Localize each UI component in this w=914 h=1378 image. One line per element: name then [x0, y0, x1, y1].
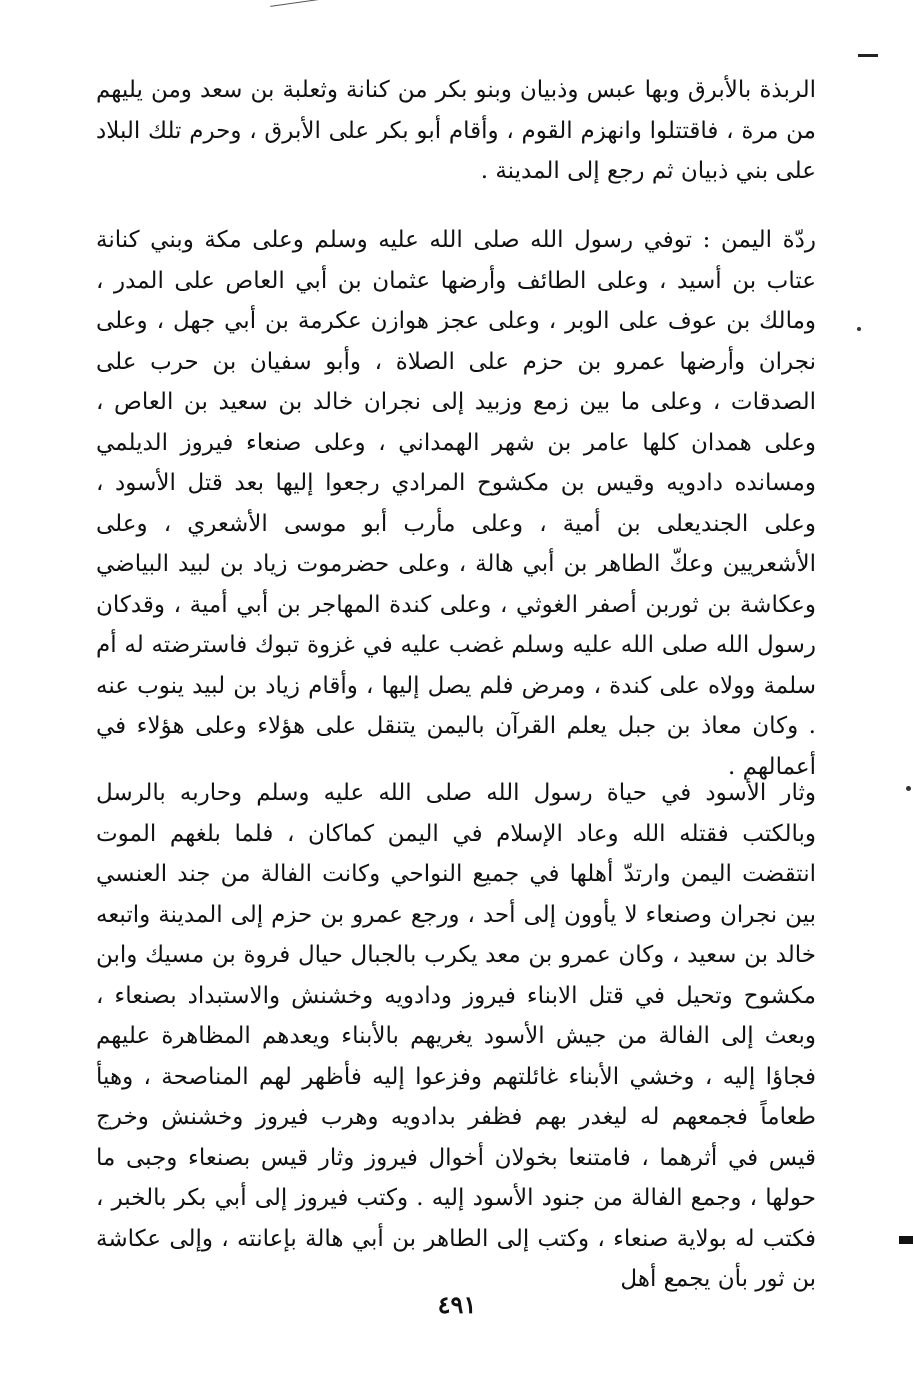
paragraph-continuation: الربذة بالأبرق وبها عبس وذبيان وبنو بكر من كنانة وثعلبة بن سعد ومن يليهم من مرة ، فاقتتلوا وانهزم القوم ، وأقام أبو بكر على الأبرق ، وحرم تلك البلاد على بني ذبيان ثم رجع إلى المدينة .: [96, 77, 816, 184]
margin-dot-mark: [857, 327, 861, 331]
page-number: ٤٩١: [437, 1290, 477, 1319]
margin-dot-mark: [906, 786, 911, 791]
margin-ink-blot: [899, 1236, 913, 1244]
paragraph-yemen-apostasy: ردّة اليمن : توفي رسول الله صلى الله عليه وسلم وعلى مكة وبني كنانة عتاب بن أسيد ، وعلى الطائف وأرضها عثمان بن أبي العاص على المدر ، ومالك بن عوف على الوبر ، وعلى عجز هوازن عكرمة بن أبي جهل ، وعلى نجران وأرضها عمرو بن حزم على الصلاة ، وأبو سفيان بن حرب على الصدقات ، وعلى ما بين زمع وزبيد إلى نجران خالد بن سعيد بن العاص ، وعلى همدان كلها عامر بن شهر الهمداني ، وعلى صنعاء فيروز الديلمي ومسانده دادويه وقيس بن مكشوح المرادي رجعوا إليها بعد قتل الأسود ، وعلى الجنديعلى بن أمية ، وعلى مأرب أبو موسى الأشعري ، وعلى الأشعريين وعكّ الطاهر بن أبي هالة ، وعلى حضرموت زياد بن لبيد البياضي وعكاشة بن ثوربن أصفر الغوثي ، وعلى كندة المهاجر بن أبي أمية ، وقدكان رسول الله صلى الله عليه وسلم غضب عليه في غزوة تبوك فاسترضته له أم سلمة وولاه على كندة ، ومرض فلم يصل إليها ، وأقام زياد بن لبيد ينوب عنه . وكان معاذ بن جبل يعلم القرآن باليمن يتنقل على هؤلاء وعلى هؤلاء في أعمالهم .: [96, 227, 816, 780]
paragraph-aswad-revolt: وثار الأسود في حياة رسول الله صلى الله عليه وسلم وحاربه بالرسل وبالكتب فقتله الله وعاد الإسلام في اليمن كماكان ، فلما بلغهم الموت انتقضت اليمن وارتدّ أهلها في جميع النواحي وكانت الفالة من جند العنسي بين نجران وصنعاء لا يأوون إلى أحد ، ورجع عمرو بن حزم إلى المدينة واتبعه خالد بن سعيد ، وكان عمرو بن معد يكرب بالجبال حيال فروة بن مسيك وابن مكشوح وتحيل في قتل الابناء فيروز ودادويه وخشنش والاستبداد بصنعاء ، وبعث إلى الفالة من جيش الأسود يغريهم بالأبناء ويعدهم المظاهرة عليهم فجاؤا إليه ، وخشي الأبناء غائلتهم وفزعوا إليه فأظهر لهم المناصحة ، وهيأ طعاماً فجمعهم له ليغدر بهم فظفر بدادويه وهرب فيروز وخشنش وخرج قيس في أثرهما ، فامتنعا بخولان أخوال فيروز وثار قيس بصنعاء وجبى ما حولها ، وجمع الفالة من جنود الأسود إليه . وكتب فيروز إلى أبي بكر بالخبر ، فكتب له بولاية صنعاء ، وكتب إلى الطاهر بن أبي هالة بإعانته ، وإلى عكاشة بن ثور بأن يجمع أهل: [96, 780, 816, 1292]
margin-dash-mark: [858, 54, 878, 57]
top-scan-mark: [270, 0, 325, 7]
